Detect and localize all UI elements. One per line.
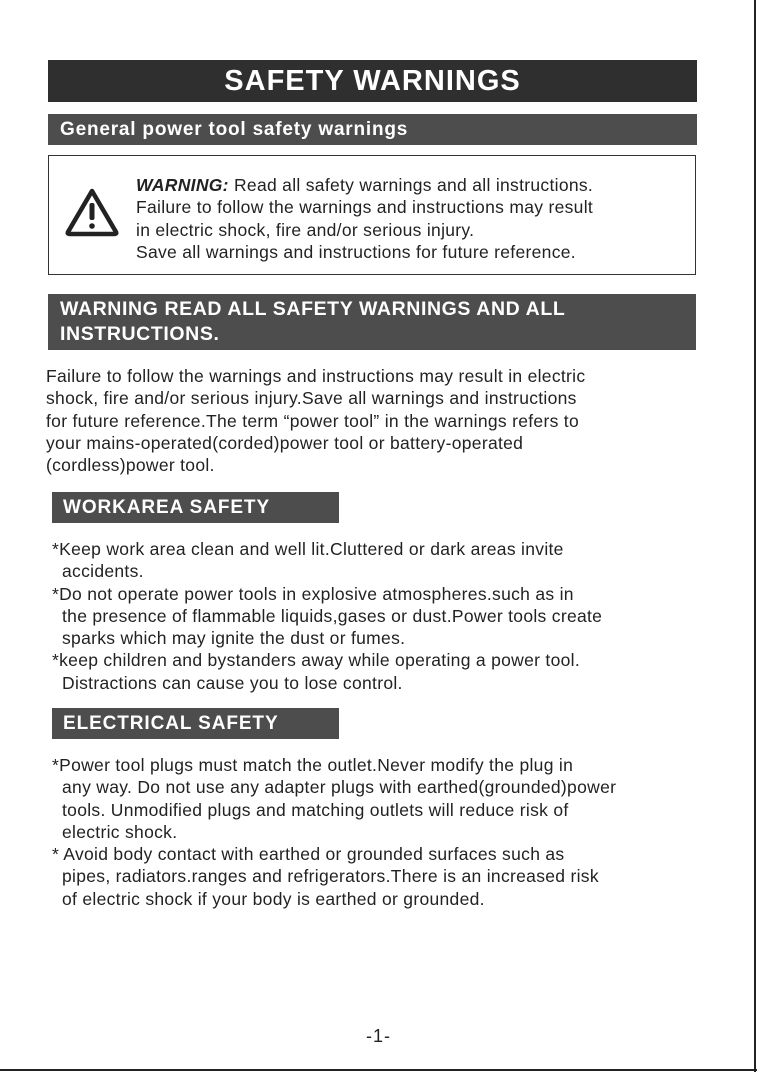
- bullet-continuation: any way. Do not use any adapter plugs with earthed(grounded)power: [62, 777, 617, 798]
- page-subtitle: General power tool safety warnings: [48, 114, 697, 145]
- bullet-line: *Do not operate power tools in explosive atmospheres.such as in: [52, 583, 574, 604]
- warning-line: Save all warnings and instructions for future reference.: [136, 241, 576, 262]
- warning-line-text: Read all safety warnings and all instructions.: [228, 175, 594, 195]
- bullet-continuation: the presence of flammable liquids,gases or dust.Power tools create: [62, 605, 603, 626]
- bullet-line: *Power tool plugs must match the outlet.Never modify the plug in: [52, 755, 574, 775]
- paragraph-line: Failure to follow the warnings and instructions may result in electric: [46, 366, 586, 386]
- bullet-line: *Keep work area clean and well lit.Cluttered or dark areas invite: [52, 539, 564, 559]
- bullet-continuation: Distractions can cause you to lose control.: [62, 672, 403, 693]
- page-border-right: [754, 0, 756, 1072]
- general-warning-paragraph: [46, 365, 726, 476]
- heading-line: INSTRUCTIONS.: [60, 323, 220, 345]
- bullet-continuation: of electric shock if your body is earthed or grounded.: [62, 888, 485, 909]
- electrical-safety-list: [52, 754, 742, 910]
- electrical-safety-heading: ELECTRICAL SAFETY: [52, 708, 339, 739]
- heading-line: WARNING READ ALL SAFETY WARNINGS AND ALL: [60, 298, 566, 320]
- paragraph-line: for future reference.The term “power tool” in the warnings refers to: [46, 410, 579, 431]
- bullet-continuation: accidents.: [62, 561, 144, 582]
- paragraph-line: shock, fire and/or serious injury.Save all warnings and instructions: [46, 388, 577, 409]
- page-number: -1-: [366, 1026, 391, 1046]
- warning-triangle-icon: [64, 186, 120, 238]
- workarea-safety-heading: WORKAREA SAFETY: [52, 492, 339, 523]
- bullet-line: *keep children and bystanders away while operating a power tool.: [52, 650, 580, 671]
- bullet-continuation: tools. Unmodified plugs and matching outlets will reduce risk of: [62, 799, 569, 820]
- bullet-continuation: pipes, radiators.ranges and refrigerators.There is an increased risk: [62, 866, 599, 887]
- warning-text: [136, 174, 696, 263]
- warning-line: Failure to follow the warnings and instructions may result: [136, 197, 594, 218]
- bullet-line: * Avoid body contact with earthed or grounded surfaces such as: [52, 844, 565, 865]
- general-warning-heading: [48, 294, 696, 350]
- page-border-bottom: [0, 1069, 757, 1071]
- bullet-continuation: electric shock.: [62, 821, 178, 842]
- warning-box: [48, 155, 696, 275]
- warning-lead: WARNING:: [136, 175, 229, 195]
- page-title: SAFETY WARNINGS: [48, 60, 697, 102]
- workarea-safety-list: [52, 538, 742, 694]
- paragraph-line: your mains-operated(corded)power tool or battery-operated: [46, 432, 524, 453]
- bullet-continuation: sparks which may ignite the dust or fumes.: [62, 628, 406, 649]
- warning-line: in electric shock, fire and/or serious injury.: [136, 219, 475, 240]
- paragraph-line: (cordless)power tool.: [46, 455, 215, 476]
- warning-line: [136, 174, 696, 196]
